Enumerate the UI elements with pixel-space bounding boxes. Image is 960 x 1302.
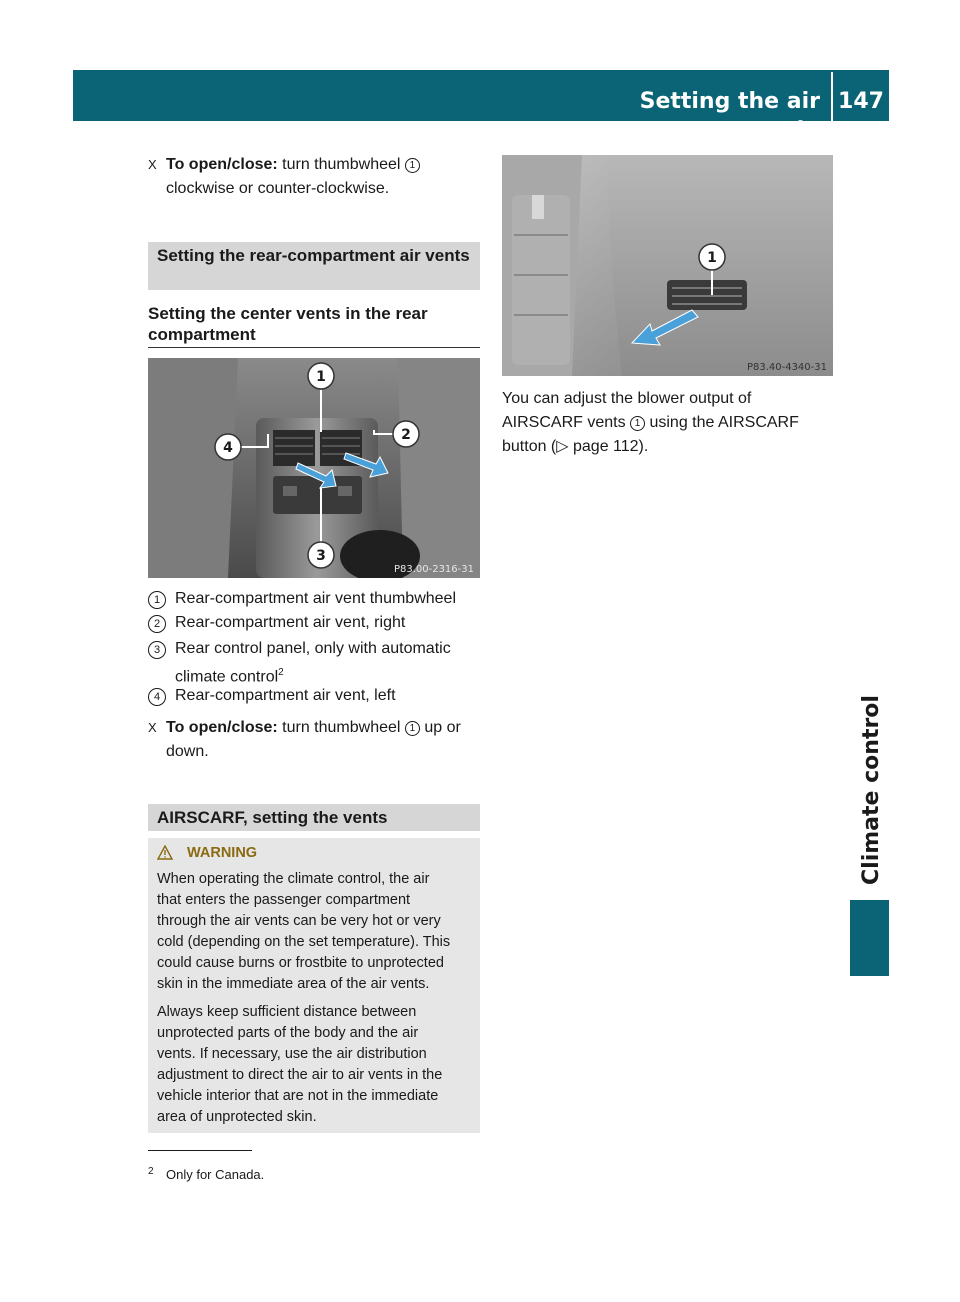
rear-instruction-line2: down.	[166, 743, 209, 760]
legend-number-1: 1	[148, 591, 166, 609]
callout-1-icon: 1	[630, 416, 645, 431]
instruction-arrow: X	[148, 720, 157, 735]
header-divider	[831, 72, 833, 121]
section-heading-rear: Setting the rear-compartment air vents	[148, 242, 480, 290]
airscarf-paragraph-line3: button (▷ page 112).	[502, 438, 649, 455]
section-heading-airscarf: AIRSCARF, setting the vents	[148, 804, 480, 831]
figure-code: P83.40-4340-31	[746, 362, 827, 373]
photo-callout-2-text: 2	[401, 427, 411, 443]
footnote-ref: 2	[278, 667, 284, 678]
footnote-number: 2	[148, 1166, 154, 1177]
airscarf-illustration	[502, 155, 833, 376]
airscarf-paragraph-line1: You can adjust the blower output of	[502, 390, 752, 407]
instruction-arrow: X	[148, 157, 157, 172]
footnote-divider	[148, 1150, 252, 1151]
airscarf-photo	[502, 155, 833, 376]
rear-instruction: To open/close: turn thumbwheel 1 up or	[166, 719, 461, 736]
rear-vents-photo	[148, 358, 480, 578]
callout-1-icon: 1	[405, 158, 420, 173]
legend-item-1: Rear-compartment air vent thumbwheel	[175, 590, 457, 607]
page-title: Setting the air vents	[639, 89, 820, 142]
callout-1-icon: 1	[405, 721, 420, 736]
legend-number-3: 3	[148, 641, 166, 659]
intro-instruction: To open/close: turn thumbwheel 1	[166, 153, 486, 177]
photo-callout-4-text: 4	[223, 440, 233, 456]
photo-callout-3-text: 3	[316, 548, 326, 564]
warning-paragraph-2: Always keep sufficient distance between unprotected parts of the body and the air vents. If necessary, use the air distribution adjustment to direct the air to air vents in the vehicle interior that are not in the immediate area of unprotected skin.	[157, 1004, 443, 1125]
rear-vents-illustration	[148, 358, 480, 578]
airscarf-paragraph-line2: AIRSCARF vents 1 using the AIRSCARF	[502, 414, 799, 431]
legend-item-3-line2: climate control$^2$	[175, 667, 284, 686]
subheading-center-vents: Setting the center vents in the rear compartment	[148, 303, 480, 348]
warning-title: WARNING	[187, 845, 258, 861]
warning-paragraph-1: When operating the climate control, the air that enters the passenger compartment through the air vents can be very hot or very cold (depending on the set temperature). This could cause burns or frostbite to unprotected skin in the immediate area of the air vents.	[157, 871, 451, 992]
intro-instruction-line2: clockwise or counter-clockwise.	[166, 180, 390, 197]
photo-callout-1-text: 1	[316, 369, 326, 385]
legend-number-4: 4	[148, 688, 166, 706]
photo-callout-1-text: 1	[707, 250, 717, 266]
legend-item-3: Rear control panel, only with automatic	[175, 640, 451, 657]
page-number: 147	[838, 89, 884, 114]
figure-code: P83.00-2316-31	[393, 564, 474, 575]
warning-triangle-icon	[157, 845, 173, 860]
legend-item-2: Rear-compartment air vent, right	[175, 614, 406, 631]
legend-item-4: Rear-compartment air vent, left	[175, 687, 396, 704]
footnote-text: Only for Canada.	[166, 1167, 265, 1182]
legend-number-2: 2	[148, 615, 166, 633]
side-tab-marker	[850, 900, 889, 976]
